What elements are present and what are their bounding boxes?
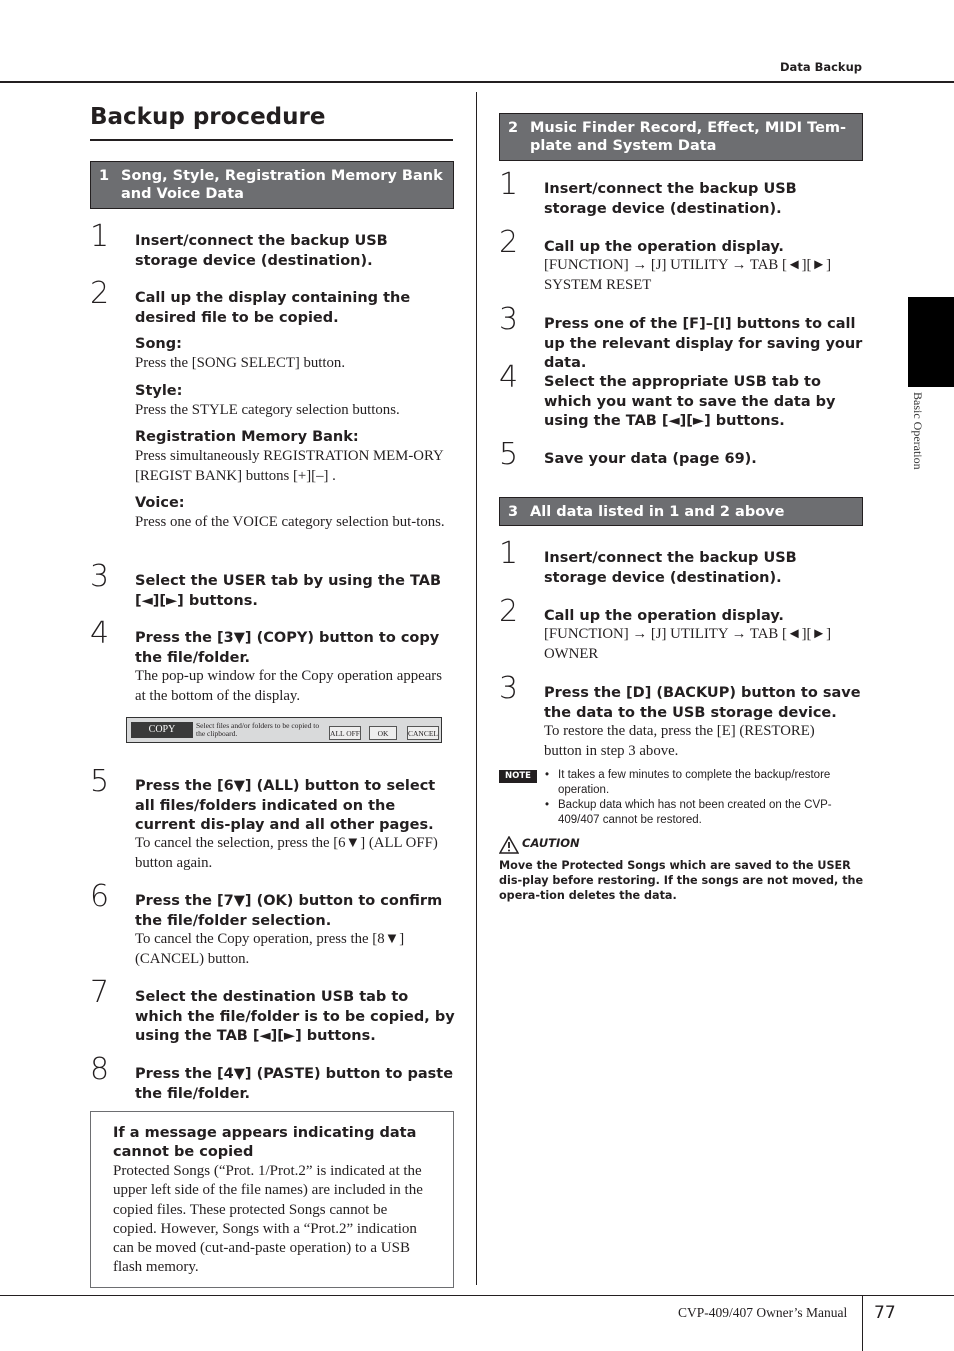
page-number: 77	[874, 1303, 896, 1323]
step-number: 8	[90, 1052, 110, 1087]
step-heading: Press one of the [F]–[I] buttons to call up the relevant display for saving your data.	[544, 316, 863, 371]
step-number: 2	[90, 276, 110, 311]
footer-rule	[0, 1295, 954, 1296]
step-body	[135, 335, 455, 533]
page-title: Backup procedure	[90, 104, 326, 130]
section-2-bar	[499, 113, 863, 161]
step-heading: Select the appropriate USB tab to which you want to save the data by using the TAB [◄][►] buttons.	[544, 374, 836, 429]
step-heading: Call up the operation display.	[544, 239, 784, 255]
step-heading: Press the [6▼] (ALL) button to select all files/folders indicated on the current dis-play and all other pages.	[135, 778, 436, 833]
step-heading: Press the [3▼] (COPY) button to copy the file/folder.	[135, 630, 440, 666]
step-heading: Call up the display containing the desired file to be copied.	[135, 290, 411, 326]
title-rule	[90, 139, 453, 141]
running-head: Data Backup	[780, 60, 862, 74]
step-number: 2	[499, 594, 519, 629]
footer-manual-title: CVP-409/407 Owner’s Manual	[678, 1305, 848, 1320]
note-list	[545, 768, 860, 828]
step-body: The pop-up window for the Copy operation appears at the bottom of the display.	[135, 668, 442, 704]
style-heading: Style:	[135, 382, 183, 399]
note-item: • It takes a few minutes to complete the backup/restore operation.	[545, 768, 860, 798]
style-text: Press the STYLE category selection buttons.	[135, 401, 400, 418]
note-icon: NOTE	[499, 770, 537, 783]
step-number: 3	[499, 302, 519, 337]
step-number: 6	[90, 879, 110, 914]
step-number: 2	[499, 225, 519, 260]
step-number: 1	[499, 167, 519, 202]
step-body: To cancel the Copy operation, press the [8▼] (CANCEL) button.	[135, 931, 405, 967]
step-heading: Press the [D] (BACKUP) button to save the data to the USB storage device.	[544, 685, 861, 721]
info-box-heading: If a message appears indicating data cannot be copied	[113, 1125, 417, 1160]
step-body: To cancel the selection, press the [6▼] (ALL OFF) button again.	[135, 835, 438, 871]
copy-label: COPY	[131, 722, 193, 738]
step-heading: Select the destination USB tab to which the file/folder is to be copied, by using the TAB [◄][►] buttons.	[135, 989, 455, 1044]
step-heading: Insert/connect the backup USB storage device (destination).	[544, 550, 797, 586]
copy-message: Select files and/or folders to be copied to the clipboard.	[196, 721, 320, 738]
step-number: 1	[499, 536, 519, 571]
registration-heading: Registration Memory Bank:	[135, 429, 359, 445]
section-title: All data listed in 1 and 2 above	[530, 504, 785, 520]
step-heading: Select the USER tab by using the TAB [◄][►] buttons.	[135, 573, 442, 609]
side-tab-marker	[908, 297, 954, 387]
section-3-bar	[499, 497, 863, 526]
step-number: 3	[499, 671, 519, 706]
step-heading: Insert/connect the backup USB storage device (destination).	[544, 181, 797, 217]
info-box	[90, 1111, 454, 1288]
section-title: Music Finder Record, Effect, MIDI Tem-plate and System Data	[530, 120, 847, 154]
info-box-text: Protected Songs (“Prot. 1/Prot.2” is indicated at the upper left side of the file names) are included in the copied files. These protected Songs cannot be copied. However, Songs with a “Prot.2” indication can be moved (cut-and-paste operation) to a USB flash memory.	[113, 1163, 423, 1276]
step-heading: Press the [7▼] (OK) button to confirm the file/folder selection.	[135, 893, 443, 929]
footer-divider	[862, 1295, 863, 1351]
voice-heading: Voice:	[135, 495, 185, 511]
step-heading: Call up the operation display.	[544, 608, 784, 624]
side-tab-label: Basic Operation	[911, 392, 925, 470]
step-number: 5	[499, 437, 519, 472]
section-number: 3	[508, 504, 519, 520]
all-off-button: ALL OFF	[329, 726, 361, 740]
registration-text: Press simultaneously REGISTRATION MEM-ORY [REGIST BANK] buttons [+][–] .	[135, 448, 444, 484]
step-body: [FUNCTION] → [J] UTILITY → TAB [◄][►] SYSTEM RESET	[544, 257, 831, 293]
section-number: 2	[508, 120, 519, 136]
step-body: [FUNCTION] → [J] UTILITY → TAB [◄][►] OWNER	[544, 626, 831, 662]
note-item: • Backup data which has not been created on the CVP-409/407 cannot be restored.	[545, 798, 860, 828]
copy-popup-screenshot	[126, 717, 442, 743]
section-title: Song, Style, Registration Memory Bank and Voice Data	[121, 168, 443, 202]
caution-label: CAUTION	[522, 836, 580, 850]
header-rule	[0, 81, 954, 83]
step-body: To restore the data, press the [E] (RESTORE) button in step 3 above.	[544, 723, 815, 759]
caution-icon	[499, 836, 519, 854]
song-heading: Song:	[135, 336, 182, 352]
voice-text: Press one of the VOICE category selection but-tons.	[135, 514, 445, 530]
column-divider	[476, 92, 477, 1285]
step-number: 5	[90, 764, 110, 799]
step-heading: Save your data (page 69).	[544, 451, 757, 467]
step-heading: Insert/connect the backup USB storage device (destination).	[135, 233, 388, 269]
cancel-button: CANCEL	[407, 726, 439, 740]
step-heading: Press the [4▼] (PASTE) button to paste the file/folder.	[135, 1066, 454, 1102]
step-number: 4	[499, 360, 519, 395]
section-1-bar	[90, 161, 454, 209]
step-number: 4	[90, 616, 110, 651]
section-number: 1	[99, 168, 110, 184]
step-number: 7	[90, 975, 110, 1010]
ok-button: OK	[369, 726, 397, 740]
step-number: 1	[90, 219, 110, 254]
step-number: 3	[90, 559, 110, 594]
caution-text: Move the Protected Songs which are saved to the USER dis-play before restoring. If the songs are not moved, the opera-tion deletes the data.	[499, 859, 864, 902]
song-text: Press the [SONG SELECT] button.	[135, 355, 346, 371]
